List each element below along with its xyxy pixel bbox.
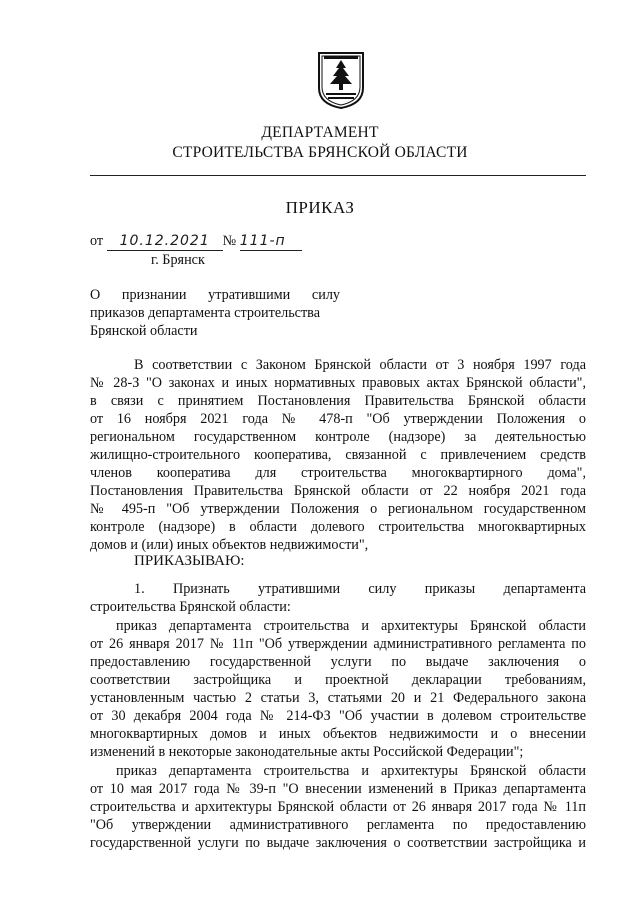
paragraph-line: соответствии застройщика и проектной декларации требованиям, — [90, 672, 586, 688]
order-date: 10.12.2021 — [119, 233, 210, 249]
order-number-field — [240, 232, 302, 251]
item-line: строительства Брянской области: — [90, 599, 291, 615]
paragraph-line: государственной услуги по выдаче заключения о соответствии застройщика и — [90, 835, 586, 851]
preamble-line: В соответствии с Законом Брянской области от 3 ноября 1997 года — [134, 357, 586, 373]
order-number: 111-п — [239, 233, 286, 249]
order-meta-line — [90, 232, 302, 251]
preamble-line: контроле (надзоре) в области долевого строительства многоквартирных — [90, 519, 586, 535]
item-line: 1. Признать утратившими силу приказы департамента — [134, 581, 586, 597]
from-label: от — [90, 233, 104, 249]
paragraph-line: многоквартирных домов и иных объектов недвижимости и о внесении — [90, 726, 586, 742]
preamble-line: Постановления Правительства Брянской области от 22 ноября 2021 года — [90, 483, 586, 499]
order-date-field — [107, 232, 223, 251]
preamble-line: в связи с принятием Постановления Правительства Брянской области — [90, 393, 586, 409]
number-label: № — [222, 233, 237, 249]
city: г. Брянск — [151, 252, 205, 268]
subject-line: Брянской области — [90, 323, 198, 339]
paragraph-line: предоставлению государственной услуги по выдаче заключения о — [90, 654, 586, 670]
preamble-line: региональном государственном контроле (надзоре) за деятельностью — [90, 429, 586, 445]
preamble-line: членов кооператива для строительства многоквартирного дома", — [90, 465, 586, 481]
preamble-line: домов и (или) иных объектов недвижимости", — [90, 537, 369, 553]
paragraph-line: изменений в некоторые законодательные акты Российской Федерации"; — [90, 744, 524, 760]
preamble-line: от 16 ноября 2021 года № 478-п "Об утверждении Положения о — [90, 411, 586, 427]
document-title: ПРИКАЗ — [285, 198, 355, 217]
preamble-line: № 495-п "Об утверждении Положения о региональном государственном — [90, 501, 586, 517]
header-divider — [90, 175, 586, 176]
department-name-line1: ДЕПАРТАМЕНТ — [261, 124, 379, 141]
subject-line: О признании утратившими силу — [90, 287, 340, 303]
paragraph-line: от 30 декабря 2004 года № 214-ФЗ "Об участии в долевом строительстве — [90, 708, 586, 724]
paragraph-line: установленным частью 2 статьи 3, статьями 20 и 21 Федерального закона — [90, 690, 586, 706]
paragraph-line: от 26 января 2017 № 11п "Об утверждении административного регламента по — [90, 636, 586, 652]
paragraph-line: от 10 мая 2017 года № 39-п "О внесении изменений в Приказ департамента — [90, 781, 586, 797]
department-name-line2: СТРОИТЕЛЬСТВА БРЯНСКОЙ ОБЛАСТИ — [172, 144, 468, 161]
paragraph-line: приказ департамента строительства и архитектуры Брянской области — [116, 763, 586, 779]
subject-line: приказов департамента строительства — [90, 305, 320, 321]
paragraph-line: приказ департамента строительства и архитектуры Брянской области — [116, 618, 586, 634]
order-directive: ПРИКАЗЫВАЮ: — [134, 553, 245, 569]
paragraph-line: "Об утверждении административного регламента по предоставлению — [90, 817, 586, 833]
coat-of-arms-emblem — [316, 50, 366, 110]
preamble-line: № 28-З "О законах и иных нормативных правовых актах Брянской области", — [90, 375, 586, 391]
preamble-line: жилищно-строительного кооператива, связанной с привлечением средств — [90, 447, 586, 463]
paragraph-line: строительства и архитектуры Брянской области от 26 января 2017 года № 11п — [90, 799, 586, 815]
